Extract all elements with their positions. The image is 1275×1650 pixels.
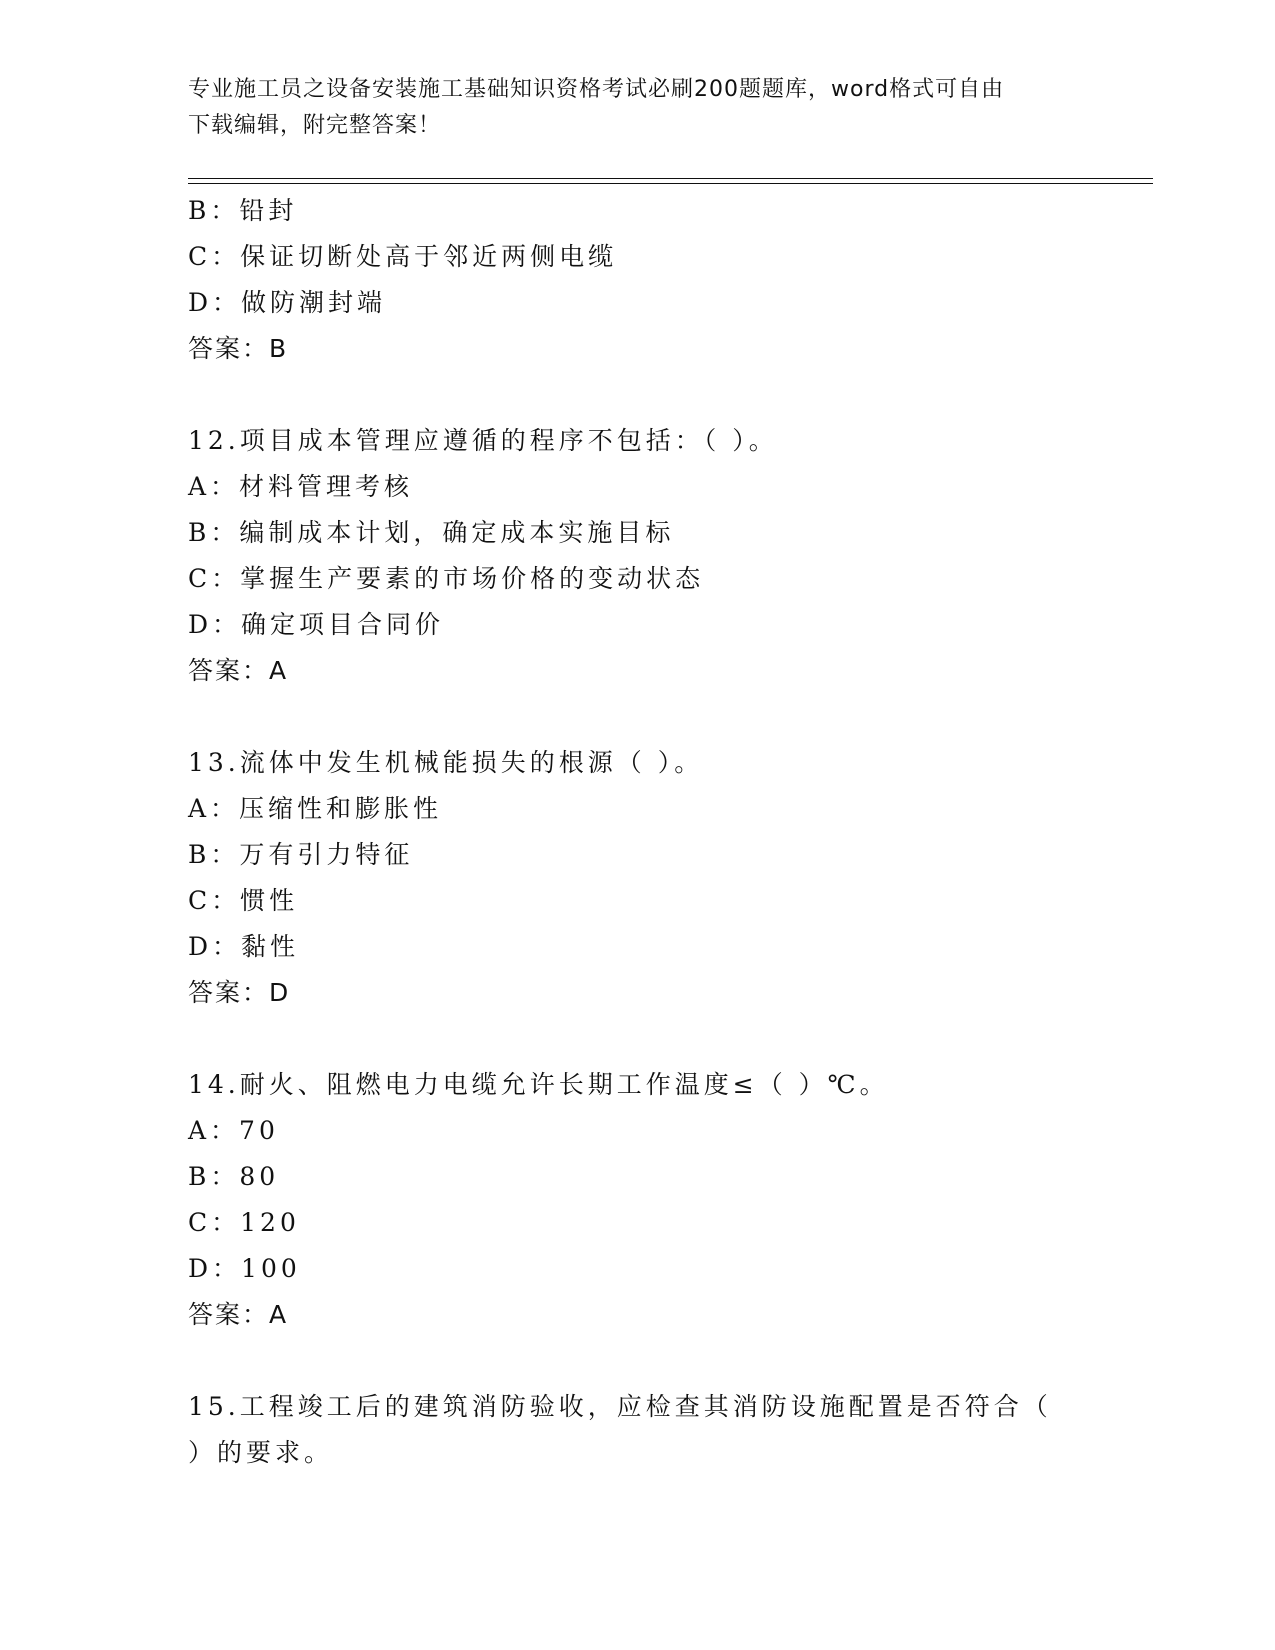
question-stem: 14.耐火、阻燃电力电缆允许长期工作温度≤（ ）℃。 <box>188 1070 889 1099</box>
option-a: A：70 <box>188 1116 279 1145</box>
question-14 <box>188 1062 1148 1338</box>
option-b: B：80 <box>188 1162 280 1191</box>
answer-line: 答案：D <box>188 978 291 1007</box>
spacer <box>188 1338 1148 1384</box>
question-stem-line-1: 15.工程竣工后的建筑消防验收，应检查其消防设施配置是否符合（ <box>188 1392 1052 1421</box>
question-12 <box>188 418 1148 694</box>
question-15 <box>188 1384 1148 1476</box>
option-a: A：压缩性和膨胀性 <box>188 794 443 823</box>
spacer <box>188 1016 1148 1062</box>
option-c: C：120 <box>188 1208 300 1237</box>
question-11 <box>188 188 1148 372</box>
document-header <box>188 72 1088 144</box>
option-b: B：编制成本计划，确定成本实施目标 <box>188 518 675 547</box>
header-divider-bottom <box>188 183 1153 184</box>
question-stem: 13.流体中发生机械能损失的根源（ ）。 <box>188 748 704 777</box>
question-list <box>188 188 1148 1476</box>
header-line-1: 专业施工员之设备安装施工基础知识资格考试必刷200题题库，word格式可自由 <box>188 77 1005 102</box>
option-d: D：黏性 <box>188 932 300 961</box>
answer-line: 答案：A <box>188 1300 289 1329</box>
spacer <box>188 372 1148 418</box>
header-line-2: 下载编辑，附完整答案！ <box>188 113 442 138</box>
answer-line: 答案：B <box>188 334 289 363</box>
option-c: C：惯性 <box>188 886 299 915</box>
header-divider-top <box>188 178 1153 179</box>
question-stem-line-2: ）的要求。 <box>188 1438 334 1467</box>
question-stem: 12.项目成本管理应遵循的程序不包括：（ ）。 <box>188 426 778 455</box>
option-b: B：万有引力特征 <box>188 840 414 869</box>
option-c: C：保证切断处高于邻近两侧电缆 <box>188 242 618 271</box>
spacer <box>188 694 1148 740</box>
option-c: C：掌握生产要素的市场价格的变动状态 <box>188 564 705 593</box>
option-a: A：材料管理考核 <box>188 472 414 501</box>
option-d: D：确定项目合同价 <box>188 610 445 639</box>
answer-line: 答案：A <box>188 656 289 685</box>
option-d: D：做防潮封端 <box>188 288 387 317</box>
option-d: D：100 <box>188 1254 301 1283</box>
question-13 <box>188 740 1148 1016</box>
option-b: B：铅封 <box>188 196 298 225</box>
